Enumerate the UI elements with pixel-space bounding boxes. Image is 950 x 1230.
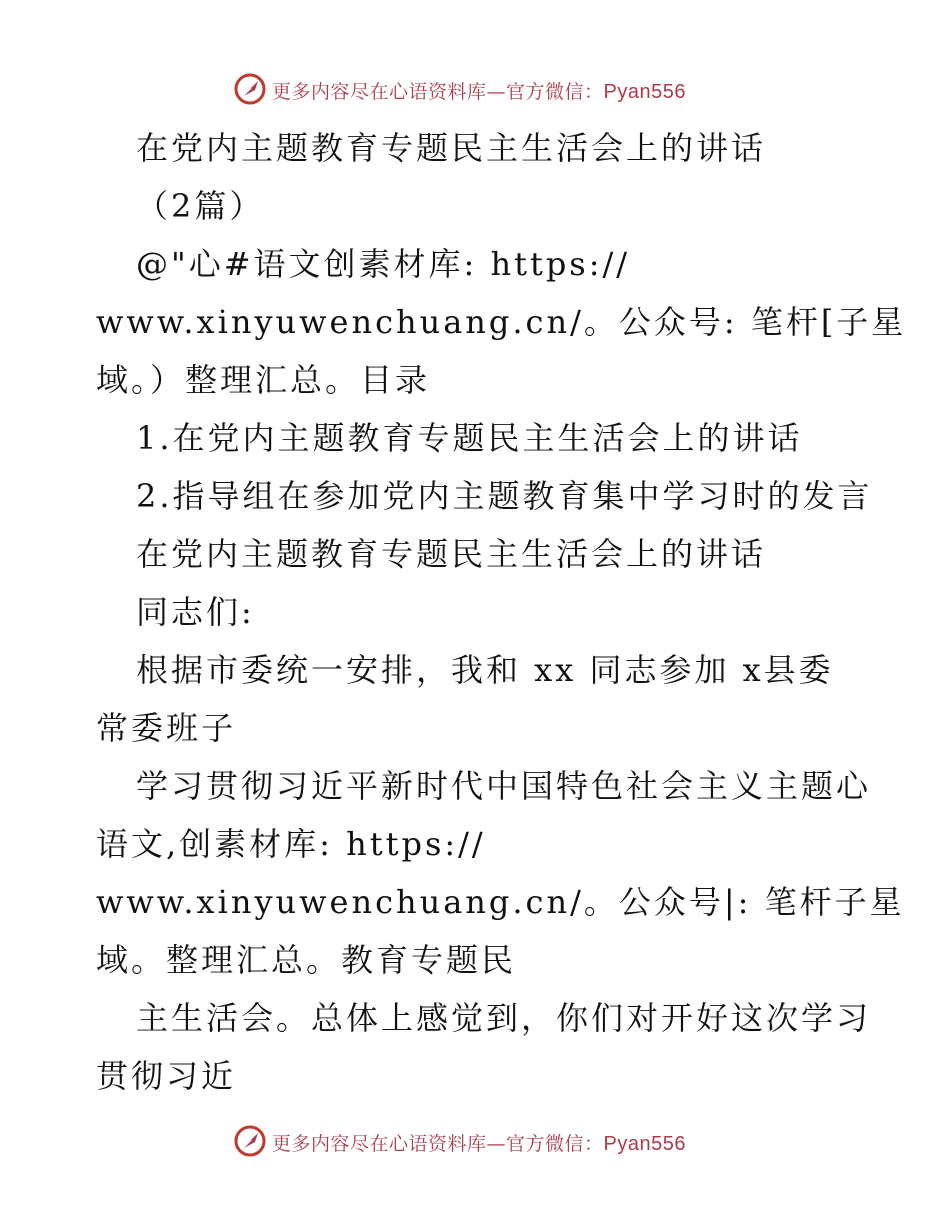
feather-pen-logo-icon bbox=[233, 1124, 267, 1158]
paragraph-line: 根据市委统一安排，我和 xx 同志参加 x县委 bbox=[136, 651, 834, 689]
paragraph-line: 学习贯彻习近平新时代中国特色社会主义主题心 bbox=[136, 767, 872, 805]
paragraph-line: 贯彻习近 bbox=[96, 1057, 237, 1095]
source-line-2: www.xinyuwenchuang.cn/。公众号: 笔杆[子星 bbox=[96, 303, 907, 341]
banner-wechat-id: Pyan556 bbox=[603, 81, 686, 103]
paragraph-line: 域。整理汇总。教育专题民 bbox=[96, 941, 517, 979]
footer-watermark-banner bbox=[0, 1122, 950, 1162]
banner-text: 更多内容尽在心语资料库—官方微信：Pyan556 bbox=[272, 1133, 686, 1155]
feather-pen-logo-icon bbox=[233, 72, 267, 106]
source-line-1: @"心#语文创素材库: https:// bbox=[136, 245, 631, 283]
paragraph-line: www.xinyuwenchuang.cn/。公众号|: 笔杆子星 bbox=[96, 883, 905, 921]
toc-item-1: 1.在党内主题教育专题民主生活会上的讲话 bbox=[136, 419, 803, 457]
paragraph-line: 主生活会。总体上感觉到，你们对开好这次学习 bbox=[136, 999, 872, 1037]
document-title: 在党内主题教育专题民主生活会上的讲话 bbox=[136, 129, 767, 167]
section-heading: 在党内主题教育专题民主生活会上的讲话 bbox=[136, 535, 767, 573]
source-line-3: 域。）整理汇总。目录 bbox=[96, 361, 431, 399]
banner-wechat-id: Pyan556 bbox=[603, 1133, 686, 1155]
document-title-count: （2篇） bbox=[136, 187, 265, 225]
toc-item-2: 2.指导组在参加党内主题教育集中学习时的发言 bbox=[136, 477, 873, 515]
salutation: 同志们: bbox=[136, 593, 255, 631]
banner-text: 更多内容尽在心语资料库—官方微信：Pyan556 bbox=[272, 81, 686, 103]
header-watermark-banner bbox=[0, 70, 950, 110]
paragraph-line: 常委班子 bbox=[96, 709, 237, 747]
paragraph-line: 语文,创素材库: https:// bbox=[96, 825, 486, 863]
